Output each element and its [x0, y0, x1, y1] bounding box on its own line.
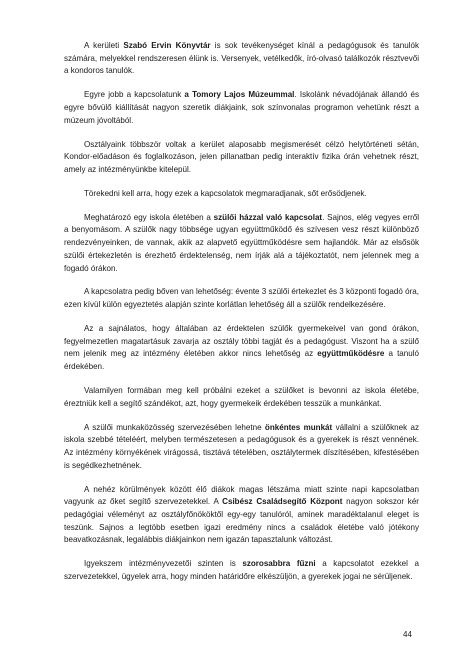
text-run: Osztályaink többször voltak a kerület alaposabb megismerését célzó helytörténeti sétán, Kondor-előadáson és foglalkozáson, jelen pillanatban pedig interaktív fizika órán vehetnek részt, amely az intézményünkbe kitelepül.	[64, 139, 419, 174]
text-run: Egyre jobb a kapcsolatunk	[84, 90, 185, 100]
paragraph-closer-ties	[64, 558, 419, 583]
bold-text: a Tomory Lajos Múzeummal	[184, 90, 295, 100]
paragraph-strengthen	[64, 188, 419, 201]
text-run: a kapcsolatot ezekkel a szervezetekkel, ügyelek arra, hogy minden határidőre elkészüljön, a gyerekek jogai ne sérüljenek.	[64, 559, 419, 582]
text-run: A nehéz körülmények között élő diákok magas létszáma miatt szinte napi kapcsolatban vagyunk az őket segítő szervezetekkel. A	[64, 484, 419, 507]
paragraph-opportunities	[64, 286, 419, 311]
paragraph-involvement	[64, 385, 419, 410]
text-run: A kapcsolatra pedig bőven van lehetőség: évente 3 szülői értekezlet és 3 központi fogadó óra, ezen kívül külön egyeztetés alapján szinte korlátlan lehetőség áll a szülők rendelkezésére.	[64, 287, 419, 310]
text-run: Törekedni kell arra, hogy ezek a kapcsolatok megmaradjanak, sőt erősödjenek.	[84, 188, 367, 198]
text-run: . Iskolánk névadójának állandó és egyre bővülő kiállítását nagyon szeretik diákjaink, sok színvonalas programon vehetünk részt a múzeum jóvoltából.	[64, 90, 419, 125]
text-run: A kerületi	[84, 41, 124, 50]
text-run: . Sajnos, elég vegyes erről a benyomásom. A szülők nagy többsége ugyan együttműködő és szívesen vesz részt különböző rendezvényeinken, de vannak, akik az alapvető együttműködésre sem hajlandók. Már az elsősök szülői értekezletén is érezhető érdektelenség, nem írják alá a tájékoztatót, nem jelennek meg a fogadó órákon.	[64, 212, 420, 273]
page-number: 44	[403, 630, 412, 639]
bold-text: együttműködésre	[317, 349, 385, 359]
text-run: a tanuló érdekében.	[64, 349, 419, 372]
text-run: Igyekszem intézményvezetői szinten is	[84, 559, 243, 569]
text-run: A szülői munkaközösség szervezésében lehetne	[84, 422, 265, 432]
bold-text: Szabó Ervin Könyvtár	[123, 41, 211, 50]
text-run: is sok tevékenységet kínál a pedagógusok és tanulók számára, melyekkel rendszeresen élünk is. Versenyek, vetélkedők, író-olvasó találkozók résztvevői a kondoros tanulók.	[64, 41, 419, 76]
text-run: nagyon sokszor kér pedagógiai véleményt az osztályfőnököktől egy-egy tanulóról, aminek maradéktalanul eleget is teszünk. Sajnos a legtöbb esetben igazi eredmény nincs a családok életébe való jótékony beavatkozásnak, legalábbis diákjainkon nem igazán tapasztalunk változást.	[64, 497, 419, 545]
paragraph-parents	[64, 212, 419, 276]
paragraph-local-history	[64, 139, 419, 177]
paragraph-library	[64, 40, 419, 78]
text-run: Meghatározó egy iskola életében a	[84, 212, 214, 222]
bold-text: szülői házzal való kapcsolat	[213, 212, 323, 222]
paragraph-museum	[64, 89, 419, 127]
paragraph-uninterested-parents	[64, 323, 419, 374]
bold-text: önkéntes munkát	[264, 422, 333, 432]
paragraph-volunteer	[64, 422, 419, 473]
bold-text: Csibész Családsegítő Központ	[222, 497, 343, 507]
text-run: Valamilyen formában meg kell próbálni ezeket a szülőket is bevonni az iskola életébe, éreztniük kell a segítő szándékot, azt, hogy gyermekeik érdekében tesszük a munkánkat.	[64, 386, 419, 408]
text-run: vállalni a szülőknek az iskola szebbé tételéért, melyben természetesen a pedagógusok és a gyerekek is részt vennének. Az intézmény környékének virágossá, tisztává tételében, osztálytermek díszítésében, kifestésében is segédkezhetnének.	[64, 422, 419, 470]
paragraph-support-organizations	[64, 484, 419, 548]
bold-text: szorosabbra fűzni	[242, 559, 316, 569]
text-run: Az a sajnálatos, hogy általában az érdektelen szülők gyermekeivel van gond órákon, fegyelmezetlen magatartásuk zavarja az osztály többi tagját és a pedagógust. Viszont ha a szülő nem jelenik meg az intézmény életében akkor nincs lehetőség az	[64, 324, 419, 359]
page-body	[64, 40, 419, 595]
